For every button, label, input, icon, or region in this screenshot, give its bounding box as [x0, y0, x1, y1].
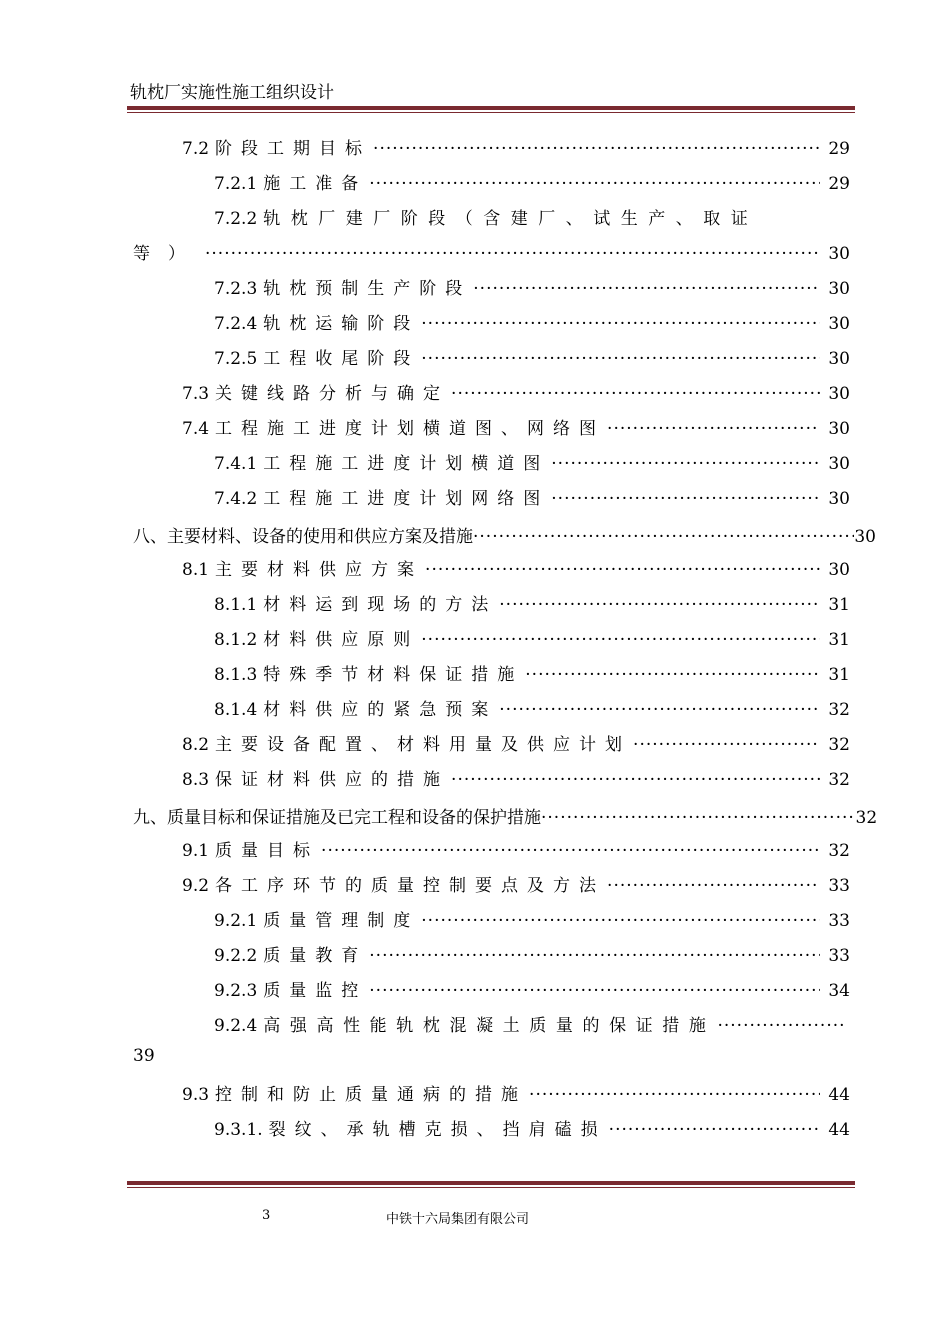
- toc-entry: [214, 590, 850, 615]
- toc-leader-dots: [369, 981, 820, 1001]
- toc-leader-dots: [451, 384, 820, 404]
- toc-entry-page: 30: [828, 384, 850, 404]
- toc-entry: [214, 660, 850, 685]
- toc-entry: [214, 1011, 848, 1036]
- toc-entry-page: 44: [828, 1085, 850, 1105]
- toc-entry: [214, 625, 850, 650]
- toc-entry-title-cont: 等）: [133, 244, 203, 264]
- toc-entry-page: 32: [855, 808, 878, 828]
- toc-entry-number: 9.2.2: [214, 946, 258, 966]
- toc-leader-dots: [609, 1120, 820, 1140]
- toc-entry: [182, 414, 850, 439]
- toc-entry-page: 30: [828, 454, 850, 474]
- toc-entry: [133, 803, 878, 828]
- toc-entry-number: 7.2.1: [214, 174, 258, 194]
- toc-entry-number: 7.2.2: [214, 209, 258, 229]
- toc-entry-number: 7.4: [182, 419, 210, 439]
- toc-entry-number: 7.2.4: [214, 314, 258, 334]
- toc-entry-title: 工程施工进度计划横道图、网络图: [215, 419, 606, 439]
- toc-entry-title: 材料供应原则: [263, 630, 420, 650]
- toc-leader-dots: [421, 314, 820, 334]
- toc-entry: [214, 695, 850, 720]
- toc-entry: [214, 976, 850, 1001]
- toc-entry-number: 8.2: [182, 735, 210, 755]
- toc-leader-dots: [633, 735, 820, 755]
- toc-entry: [214, 449, 850, 474]
- toc-entry-number: 7.4.2: [214, 489, 258, 509]
- toc-entry-page: 33: [828, 911, 850, 931]
- toc-entry-title: 轨枕厂建厂阶段（含建厂、试生产、取证: [263, 209, 759, 229]
- toc-entry-page: 33: [828, 876, 850, 896]
- toc-entry-title: 轨枕运输阶段: [263, 314, 420, 334]
- footer-company: 中铁十六局集团有限公司: [386, 1212, 530, 1227]
- toc-leader-dots: [607, 876, 820, 896]
- toc-entry: [214, 169, 850, 194]
- toc-entry-title: 工程施工进度计划网络图: [263, 489, 550, 509]
- toc-entry-page: 30: [828, 314, 850, 334]
- toc-entry-number: 7.4.1: [214, 454, 258, 474]
- toc-entry-title: 施工准备: [263, 174, 368, 194]
- toc-entry-page: 29: [828, 174, 850, 194]
- toc-leader-dots: [421, 630, 820, 650]
- toc-entry-title: 材料运到现场的方法: [263, 595, 498, 615]
- toc-leader-dots: [499, 700, 820, 720]
- toc-entry-number: 7.2.3: [214, 279, 258, 299]
- toc-entry-page: 39: [133, 1046, 155, 1066]
- toc-leader-dots: [473, 279, 820, 299]
- toc-entry-title: 质量监控: [263, 981, 368, 1001]
- toc-entry-page: 30: [828, 419, 850, 439]
- toc-leader-dots: [525, 665, 820, 685]
- toc-entry-title: 保证材料供应的措施: [215, 770, 450, 790]
- toc-entry-title: 工程施工进度计划横道图: [263, 454, 550, 474]
- toc-leader-dots: [473, 527, 854, 547]
- toc-entry-title: 各工序环节的质量控制要点及方法: [215, 876, 606, 896]
- toc-entry-page: 32: [828, 841, 850, 861]
- toc-entry-title: 工程收尾阶段: [263, 349, 420, 369]
- toc-entry-title: 特殊季节材料保证措施: [263, 665, 524, 685]
- toc-entry: [214, 344, 850, 369]
- toc-entry-number: 9.2: [182, 876, 210, 896]
- toc-entry-page: 32: [828, 770, 850, 790]
- toc-entry-title: 质量教育: [263, 946, 368, 966]
- toc-entry-number: 9.2.1: [214, 911, 258, 931]
- toc-entry: [214, 309, 850, 334]
- toc-entry-number: 9.3.1.: [214, 1120, 263, 1140]
- toc-leader-dots: [425, 560, 820, 580]
- toc-entry-number: 9.3: [182, 1085, 210, 1105]
- toc-entry-number: 8.1: [182, 560, 210, 580]
- toc-entry: [182, 1080, 850, 1105]
- toc-leader-dots: [373, 139, 820, 159]
- toc-entry-number: 9.2.4: [214, 1016, 258, 1036]
- toc-entry-page: 29: [828, 139, 850, 159]
- toc-leader-dots: [607, 419, 820, 439]
- footer-rule-thin: [127, 1187, 855, 1188]
- footer-rule-thick: [127, 1181, 855, 1185]
- toc-entry-number: 7.3: [182, 384, 210, 404]
- toc-leader-dots: [499, 595, 820, 615]
- toc-entry-page: 30: [828, 279, 850, 299]
- toc-entry-page: 30: [828, 349, 850, 369]
- toc-entry-number: 8.1.3: [214, 665, 258, 685]
- toc-entry-title: 质量管理制度: [263, 911, 420, 931]
- toc-entry-page: 30: [828, 489, 850, 509]
- toc-entry-title: 高强高性能轨枕混凝土质量的保证措施: [263, 1016, 716, 1036]
- toc-entry-page: 33: [828, 946, 850, 966]
- toc-entry-page: 34: [828, 981, 850, 1001]
- footer-page-number: 3: [262, 1208, 271, 1223]
- toc-leader-dots: [717, 1016, 844, 1036]
- toc-entry-page: 32: [828, 735, 850, 755]
- toc-entry: [214, 1115, 850, 1140]
- toc-entry-page: 30: [828, 244, 850, 264]
- toc-entry-number: 8.3: [182, 770, 210, 790]
- toc-entry-number: 8.1.2: [214, 630, 258, 650]
- toc-entry: [214, 274, 850, 299]
- toc-leader-dots: [205, 244, 820, 264]
- toc-entry: [182, 379, 850, 404]
- toc-entry-continuation: [133, 239, 850, 264]
- toc-entry: [182, 836, 850, 861]
- document-title: 轨枕厂实施性施工组织设计: [130, 83, 334, 103]
- toc-chapter-title: 九、质量目标和保证措施及已完工程和设备的保护措施: [133, 808, 541, 828]
- toc-chapter-title: 八、主要材料、设备的使用和供应方案及措施: [133, 527, 473, 547]
- toc-entry: [214, 204, 838, 229]
- toc-entry: [182, 730, 850, 755]
- toc-entry-page: 31: [828, 630, 850, 650]
- toc-entry-number: 9.1: [182, 841, 210, 861]
- toc-leader-dots: [551, 454, 820, 474]
- toc-leader-dots: [529, 1085, 820, 1105]
- toc-entry-page: 31: [828, 595, 850, 615]
- toc-entry: [182, 871, 850, 896]
- toc-leader-dots: [421, 349, 820, 369]
- toc-entry-number: 7.2: [182, 139, 210, 159]
- toc-entry-title: 主要设备配置、材料用量及供应计划: [215, 735, 632, 755]
- toc-entry-title: 主要材料供应方案: [215, 560, 424, 580]
- toc-entry-title: 轨枕预制生产阶段: [263, 279, 472, 299]
- toc-entry-number: 8.1.4: [214, 700, 258, 720]
- toc-leader-dots: [321, 841, 820, 861]
- toc-entry: [133, 522, 876, 547]
- toc-entry-title: 控制和防止质量通病的措施: [215, 1085, 528, 1105]
- toc-entry-title: 关键线路分析与确定: [215, 384, 450, 404]
- toc-leader-dots: [369, 174, 820, 194]
- toc-entry-title: 材料供应的紧急预案: [263, 700, 498, 720]
- toc-entry: [214, 484, 850, 509]
- toc-entry-page: 30: [828, 560, 850, 580]
- toc-entry: [182, 134, 850, 159]
- toc-entry-title: 阶段工期目标: [215, 139, 372, 159]
- toc-entry-title: 裂纹、承轨槽克损、挡肩磕损: [268, 1120, 607, 1140]
- toc-entry-number: 9.2.3: [214, 981, 258, 1001]
- toc-leader-dots: [421, 911, 820, 931]
- toc-entry-number: 7.2.5: [214, 349, 258, 369]
- toc-entry: [182, 555, 850, 580]
- toc-leader-dots: [541, 808, 856, 828]
- toc-entry: [214, 941, 850, 966]
- toc-entry-page: 32: [828, 700, 850, 720]
- toc-entry: [214, 906, 850, 931]
- toc-entry-page: 44: [828, 1120, 850, 1140]
- toc-entry-page: 30: [854, 527, 876, 547]
- toc-entry-page: 31: [828, 665, 850, 685]
- toc-leader-dots: [369, 946, 820, 966]
- toc-entry-number: 8.1.1: [214, 595, 258, 615]
- toc-leader-dots: [451, 770, 820, 790]
- toc-entry-title: 质量目标: [215, 841, 320, 861]
- toc-leader-dots: [551, 489, 820, 509]
- toc-entry: [182, 765, 850, 790]
